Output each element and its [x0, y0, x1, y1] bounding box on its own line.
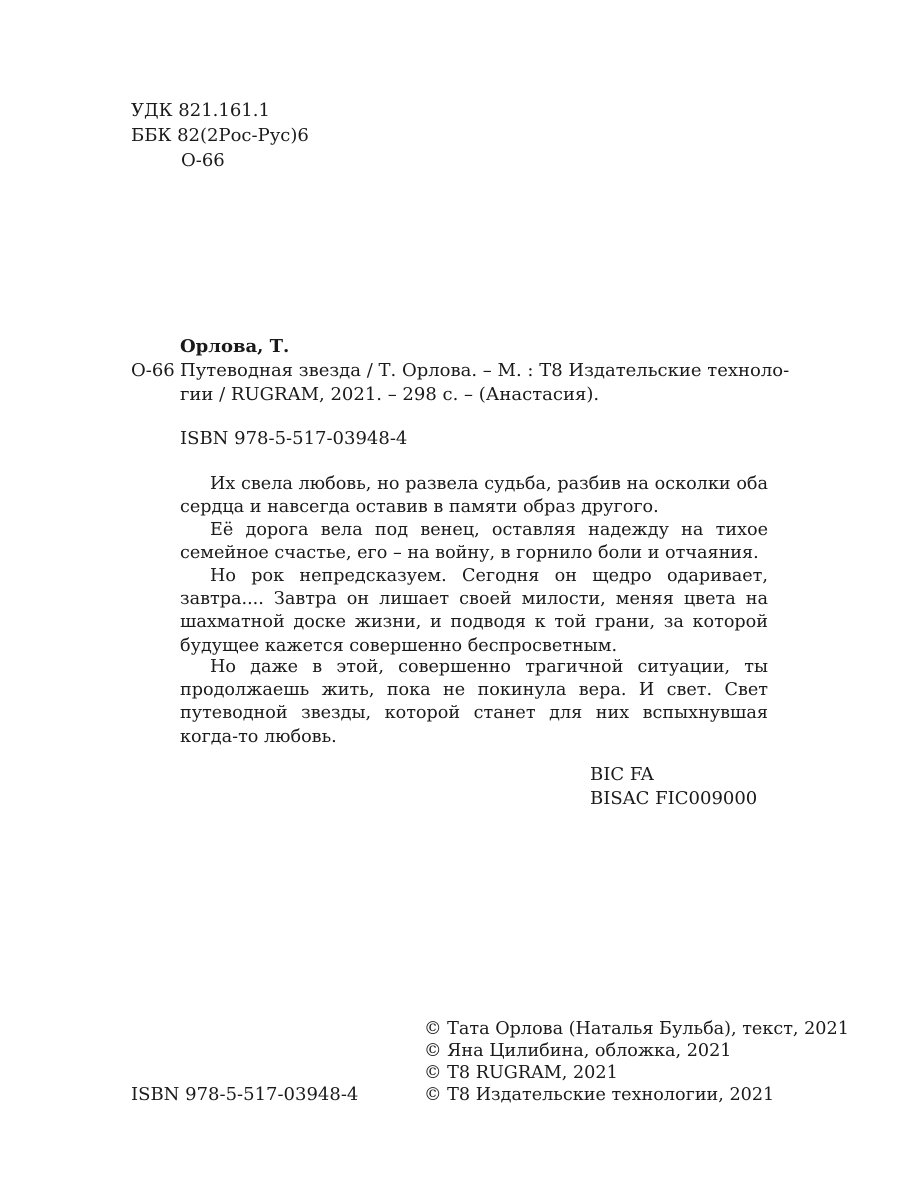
- copyright-line: © Тата Орлова (Наталья Бульба), текст, 2021: [424, 1019, 849, 1039]
- annotation-paragraph-1: Их свела любовь, но развела судьба, разбив на осколки оба сердца и навсегда оставив в памяти образ другого.: [180, 474, 768, 518]
- isbn-entry: ISBN 978-5-517-03948-4: [180, 428, 408, 449]
- description-line-2: гии / RUGRAM, 2021. – 298 с. – (Анастасия).: [180, 384, 600, 405]
- description-line-1: Путеводная звезда / Т. Орлова. – М. : Т8 Издательские техноло-: [180, 360, 790, 381]
- footer-isbn: ISBN 978-5-517-03948-4: [131, 1084, 359, 1105]
- bisac-code: BISAC FIC009000: [590, 788, 758, 809]
- author-mark: О-66: [181, 150, 225, 171]
- annotation-paragraph-3: Но рок непредсказуем. Сегодня он щедро одаривает, завтра.... Завтра он лишает своей милости, меняя цвета на шахматной доске жизни, и подводя к той грани, за которой будущее кажется совершенно беспросветным.: [180, 566, 768, 656]
- bbk-code: ББК 82(2Рос-Рус)6: [131, 125, 309, 146]
- annotation-paragraph-4: Но даже в этой, совершенно трагичной ситуации, ты продолжаешь жить, пока не покинула вера. И свет. Свет путеводной звезды, которой станет для них вспыхнувшая когда-то любовь.: [180, 657, 768, 747]
- entry-author-mark: О-66: [131, 360, 175, 381]
- author-heading: Орлова, Т.: [180, 336, 290, 357]
- copyright-line: © Т8 Издательские технологии, 2021: [424, 1085, 775, 1105]
- copyright-line: © Т8 RUGRAM, 2021: [424, 1063, 618, 1083]
- annotation-paragraph-2: Её дорога вела под венец, оставляя надежду на тихое семейное счастье, его – на войну, в горнило боли и отчаяния.: [180, 520, 768, 564]
- copyright-line: © Яна Цилибина, обложка, 2021: [424, 1041, 732, 1061]
- udk-code: УДК 821.161.1: [131, 100, 270, 121]
- bic-code: BIC FA: [590, 764, 654, 785]
